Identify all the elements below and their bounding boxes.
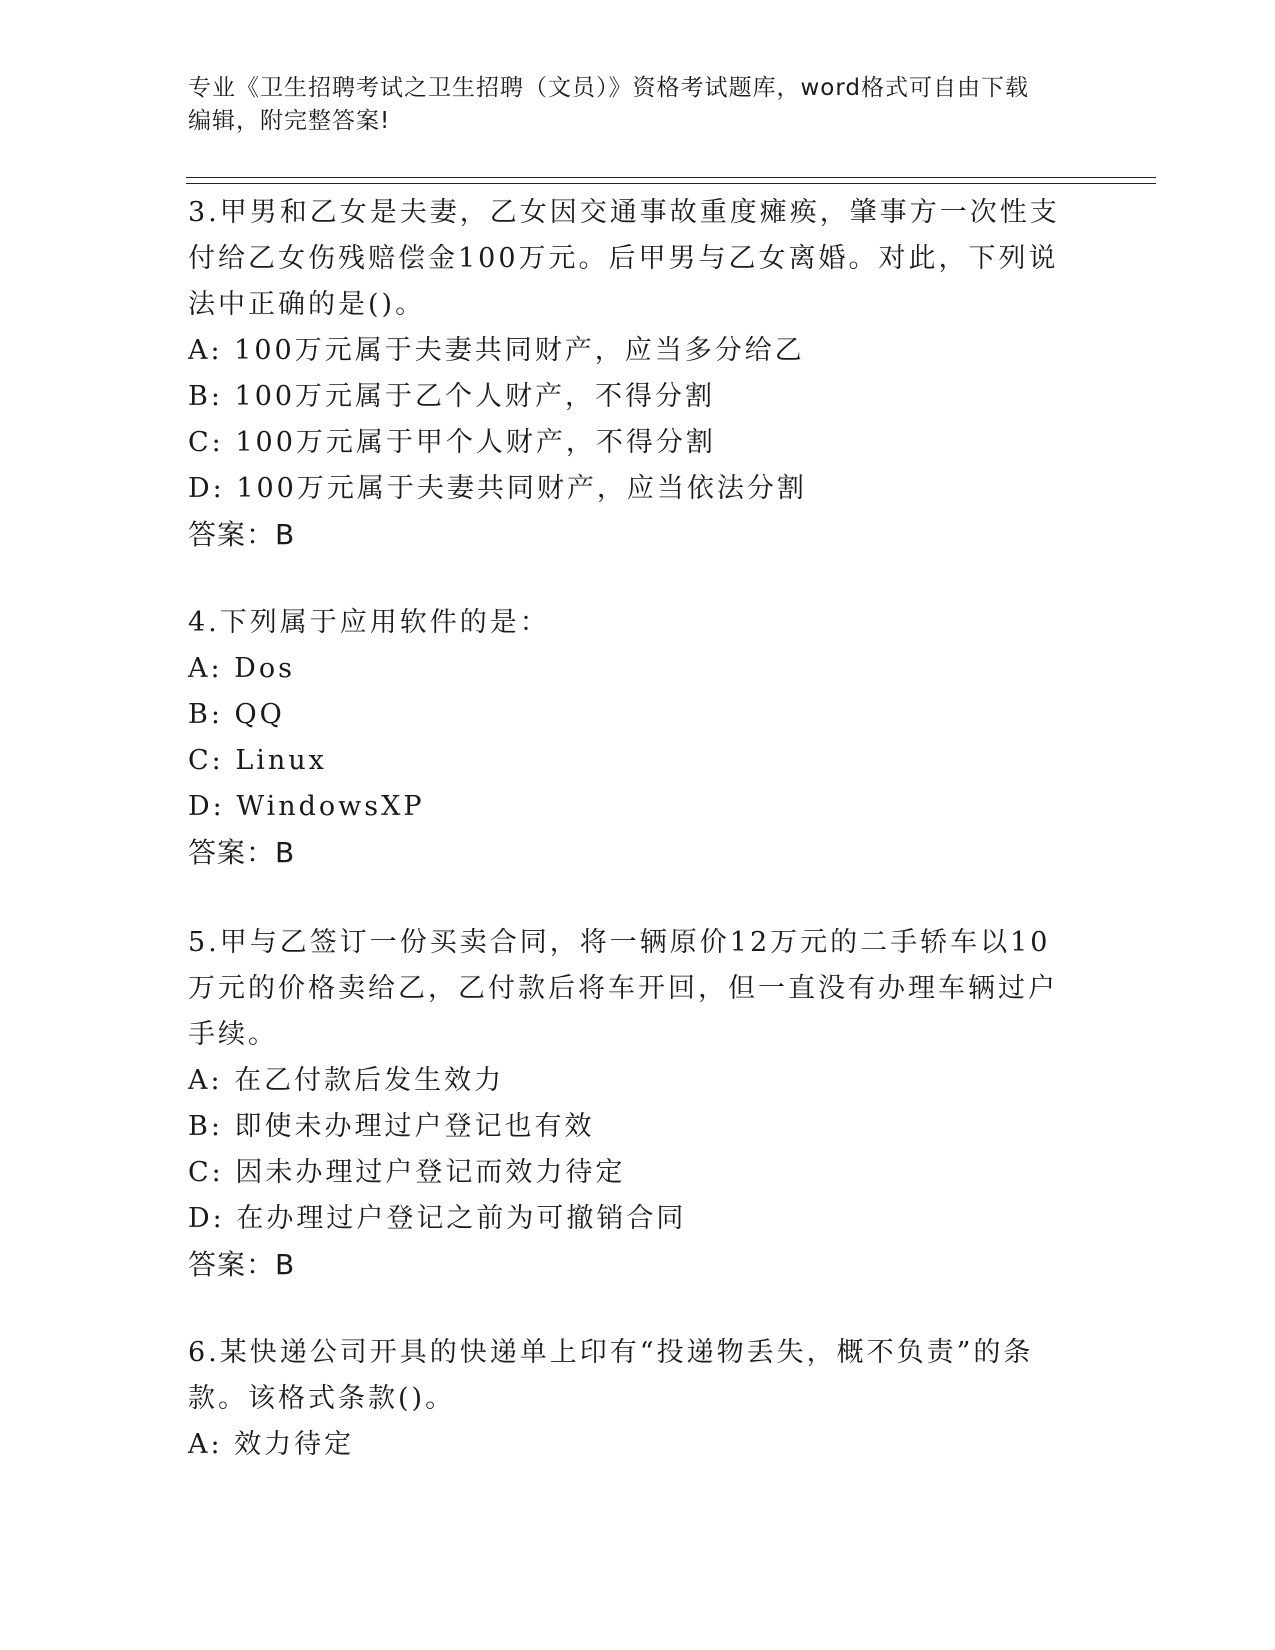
question-text: 3.甲男和乙女是夫妻，乙女因交通事故重度瘫痪，肇事方一次性支付给乙女伤残赔偿金100万元。后甲男与乙女离婚。对此，下列说法中正确的是()。 bbox=[188, 197, 1060, 320]
option-a: A: Dos bbox=[188, 653, 295, 684]
question-text: 6.某快递公司开具的快递单上印有“投递物丢失，概不负责”的条款。该格式条款()。 bbox=[188, 1337, 1034, 1414]
question-text: 4.下列属于应用软件的是： bbox=[188, 607, 550, 638]
header-divider-top bbox=[186, 177, 1156, 178]
question-4 bbox=[188, 600, 1068, 876]
option-c: C: Linux bbox=[188, 745, 327, 776]
option-b: B: 即使未办理过户登记也有效 bbox=[188, 1111, 595, 1142]
option-d: D: WindowsXP bbox=[188, 791, 425, 822]
option-b: B: QQ bbox=[188, 699, 285, 730]
option-a: A: 效力待定 bbox=[188, 1429, 355, 1460]
question-3 bbox=[188, 190, 1068, 558]
document-header bbox=[188, 72, 1088, 138]
option-d: D: 100万元属于夫妻共同财产，应当依法分割 bbox=[188, 473, 807, 504]
header-line-1: 专业《卫生招聘考试之卫生招聘（文员）》资格考试题库，word格式可自由下载 bbox=[188, 75, 1030, 101]
question-text: 5.甲与乙签订一份买卖合同，将一辆原价12万元的二手轿车以10万元的价格卖给乙，乙付款后将车开回，但一直没有办理车辆过户手续。 bbox=[188, 927, 1058, 1050]
option-c: C: 因未办理过户登记而效力待定 bbox=[188, 1157, 626, 1188]
answer-line: 答案：B bbox=[188, 1248, 296, 1281]
option-b: B: 100万元属于乙个人财产，不得分割 bbox=[188, 381, 716, 412]
header-line-2: 编辑，附完整答案! bbox=[188, 108, 391, 134]
answer-line: 答案：B bbox=[188, 518, 296, 551]
header-divider-bottom bbox=[186, 183, 1156, 184]
question-6 bbox=[188, 1330, 1068, 1468]
option-a: A: 100万元属于夫妻共同财产，应当多分给乙 bbox=[188, 335, 805, 366]
option-c: C: 100万元属于甲个人财产，不得分割 bbox=[188, 427, 716, 458]
question-5 bbox=[188, 920, 1068, 1288]
option-d: D: 在办理过户登记之前为可撤销合同 bbox=[188, 1203, 687, 1234]
option-a: A: 在乙付款后发生效力 bbox=[188, 1065, 505, 1096]
answer-line: 答案：B bbox=[188, 836, 296, 869]
